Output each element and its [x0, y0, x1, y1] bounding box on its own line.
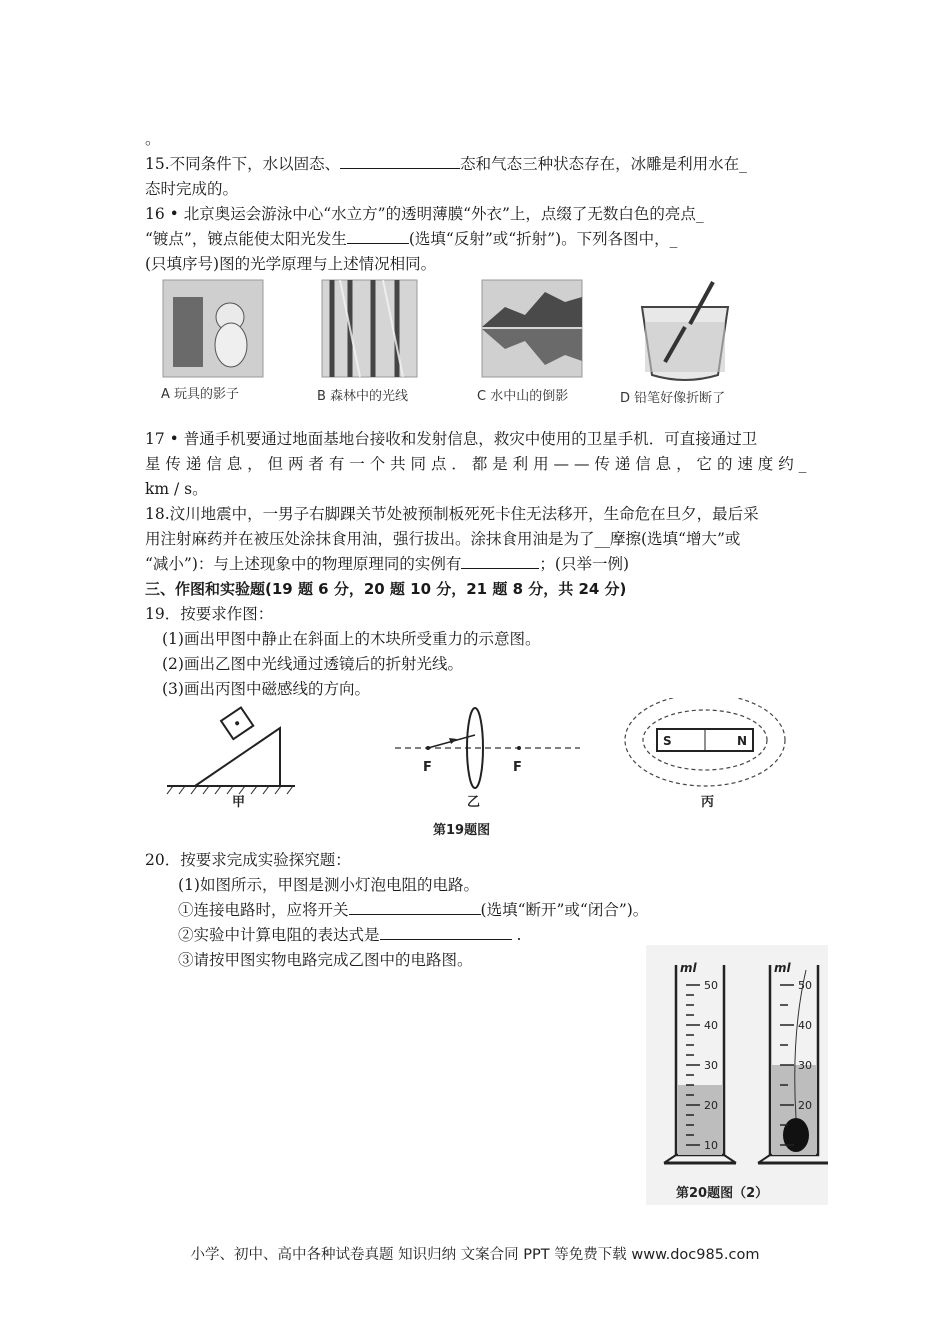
figure-d-bent-pencil [642, 282, 728, 380]
q17-line3: km / s。 [145, 480, 208, 498]
label-focus-right: F [513, 760, 522, 775]
figure-a-toy-shadow [163, 280, 263, 377]
q18-line2: 用注射麻药并在被压处涂抹食用油，强行拔出。涂抹食用油是为了__摩擦(选填“增大”或 [145, 530, 741, 548]
q20-blank-switch[interactable] [349, 898, 481, 915]
q20-sub1: (1)如图所示，甲图是测小灯泡电阻的电路。 [178, 876, 479, 894]
figure-c-label: C 水中山的倒影 [477, 389, 569, 404]
figure-b-label: B 森林中的光线 [317, 389, 409, 404]
question-15-line1 [145, 152, 747, 176]
tick-left-50: 50 [704, 979, 718, 992]
q18-blank-1[interactable] [461, 552, 539, 569]
magnet-diagram [625, 698, 785, 786]
q20-step2 [178, 923, 521, 947]
q16-line2 [145, 227, 677, 251]
q15-text-2: 态和气态三种状态存在，冰雕是利用水在_ [460, 155, 747, 173]
q19-figure-caption: 第19题图 [433, 823, 491, 838]
q20-step1 [178, 898, 648, 922]
q19-item-2: (2)画出乙图中光线通过透镜后的折射光线。 [162, 655, 463, 673]
q20-figure-svg [646, 945, 828, 1205]
lens-diagram [395, 708, 580, 788]
q20-figure-caption: 第20题图（2） [676, 1186, 769, 1201]
q19-figure-svg [145, 698, 795, 840]
q16-blank-1[interactable] [347, 227, 409, 244]
label-bing: 丙 [701, 795, 715, 810]
q20-title: 20．按要求完成实验探究题： [145, 851, 351, 869]
q20-step2-text-a: ②实验中计算电阻的表达式是 [178, 926, 380, 944]
magnet-n-pole: N [737, 734, 748, 748]
q19-figure [145, 698, 795, 840]
q20-step1-text-a: ①连接电路时，应将开关 [178, 901, 349, 919]
q17-line2: 星 传 递 信 息 ， 但 两 者 有 一 个 共 同 点 ． 都 是 利 用 — — 传 递 信 息 ， 它 的 速 度 约 _ [145, 455, 807, 473]
q15-text-3: 态时完成的。 [145, 180, 239, 198]
q20-step1-text-b: (选填“断开”或“闭合”)。 [480, 901, 649, 919]
tick-left-40: 40 [704, 1019, 718, 1032]
label-yi: 乙 [467, 795, 481, 810]
q16-text-2b: (选填“反射”或“折射”)。下列各图中，_ [408, 230, 678, 248]
section-3-title: 三、作图和实验题(19 题 6 分，20 题 10 分，21 题 8 分，共 24 分) [145, 580, 627, 598]
q20-blank-formula[interactable] [380, 923, 512, 940]
figure-b-forest-light [322, 280, 417, 377]
q19-title: 19．按要求作图： [145, 605, 274, 623]
tick-right-40: 40 [798, 1019, 812, 1032]
q18-text-3a: “减小”)：与上述现象中的物理原理同的实例有 [145, 555, 462, 573]
q16-line1: 16 • 北京奥运会游泳中心“水立方”的透明薄膜“外衣”上，点缀了无数白色的亮点_ [145, 205, 704, 223]
top-mark: 。 [145, 130, 161, 148]
q19-item-1: (1)画出甲图中静止在斜面上的木块所受重力的示意图。 [162, 630, 541, 648]
q20-figure [646, 945, 828, 1205]
q16-figure-strip [145, 277, 785, 417]
tick-left-10: 10 [704, 1139, 718, 1152]
figure-a-label: A 玩具的影子 [161, 387, 240, 402]
tick-right-50: 50 [798, 979, 812, 992]
cylinder-left-unit: ml [680, 961, 697, 975]
q16-line3: (只填序号)图的光学原理与上述情况相同。 [145, 255, 437, 273]
page-footer: 小学、初中、高中各种试卷真题 知识归纳 文案合同 PPT 等免费下载 www.doc985.com [190, 1247, 760, 1263]
label-focus-left: F [423, 760, 432, 775]
q18-line1: 18.汶川地震中，一男子右脚踝关节处被预制板死死卡住无法移开，生命危在旦夕，最后采 [145, 505, 759, 523]
label-jia: 甲 [232, 795, 246, 810]
q18-text-3b: ；(只举一例) [539, 555, 630, 573]
incline-block-diagram [167, 707, 295, 794]
cylinder-right-unit: ml [774, 961, 791, 975]
q16-text-2a: “镀点”，镀点能使太阳光发生 [145, 230, 347, 248]
q15-text-1: 15.不同条件下，水以固态、 [145, 155, 341, 173]
q15-blank-1[interactable] [340, 152, 460, 169]
q19-item-3: (3)画出丙图中磁感线的方向。 [162, 680, 370, 698]
tick-left-20: 20 [704, 1099, 718, 1112]
tick-right-20: 20 [798, 1099, 812, 1112]
q20-step2-text-b: . [511, 926, 522, 944]
q20-step3: ③请按甲图实物电路完成乙图中的电路图。 [178, 951, 473, 969]
figure-c-mountain-reflection [482, 280, 582, 377]
figure-d-label: D 铅笔好像折断了 [620, 391, 726, 406]
q17-line1: 17 • 普通手机要通过地面基地台接收和发射信息，救灾中使用的卫星手机．可直接通过卫 [145, 430, 758, 448]
q18-line3 [145, 552, 629, 576]
magnet-s-pole: S [663, 734, 672, 748]
tick-right-30: 30 [798, 1059, 812, 1072]
tick-left-30: 30 [704, 1059, 718, 1072]
